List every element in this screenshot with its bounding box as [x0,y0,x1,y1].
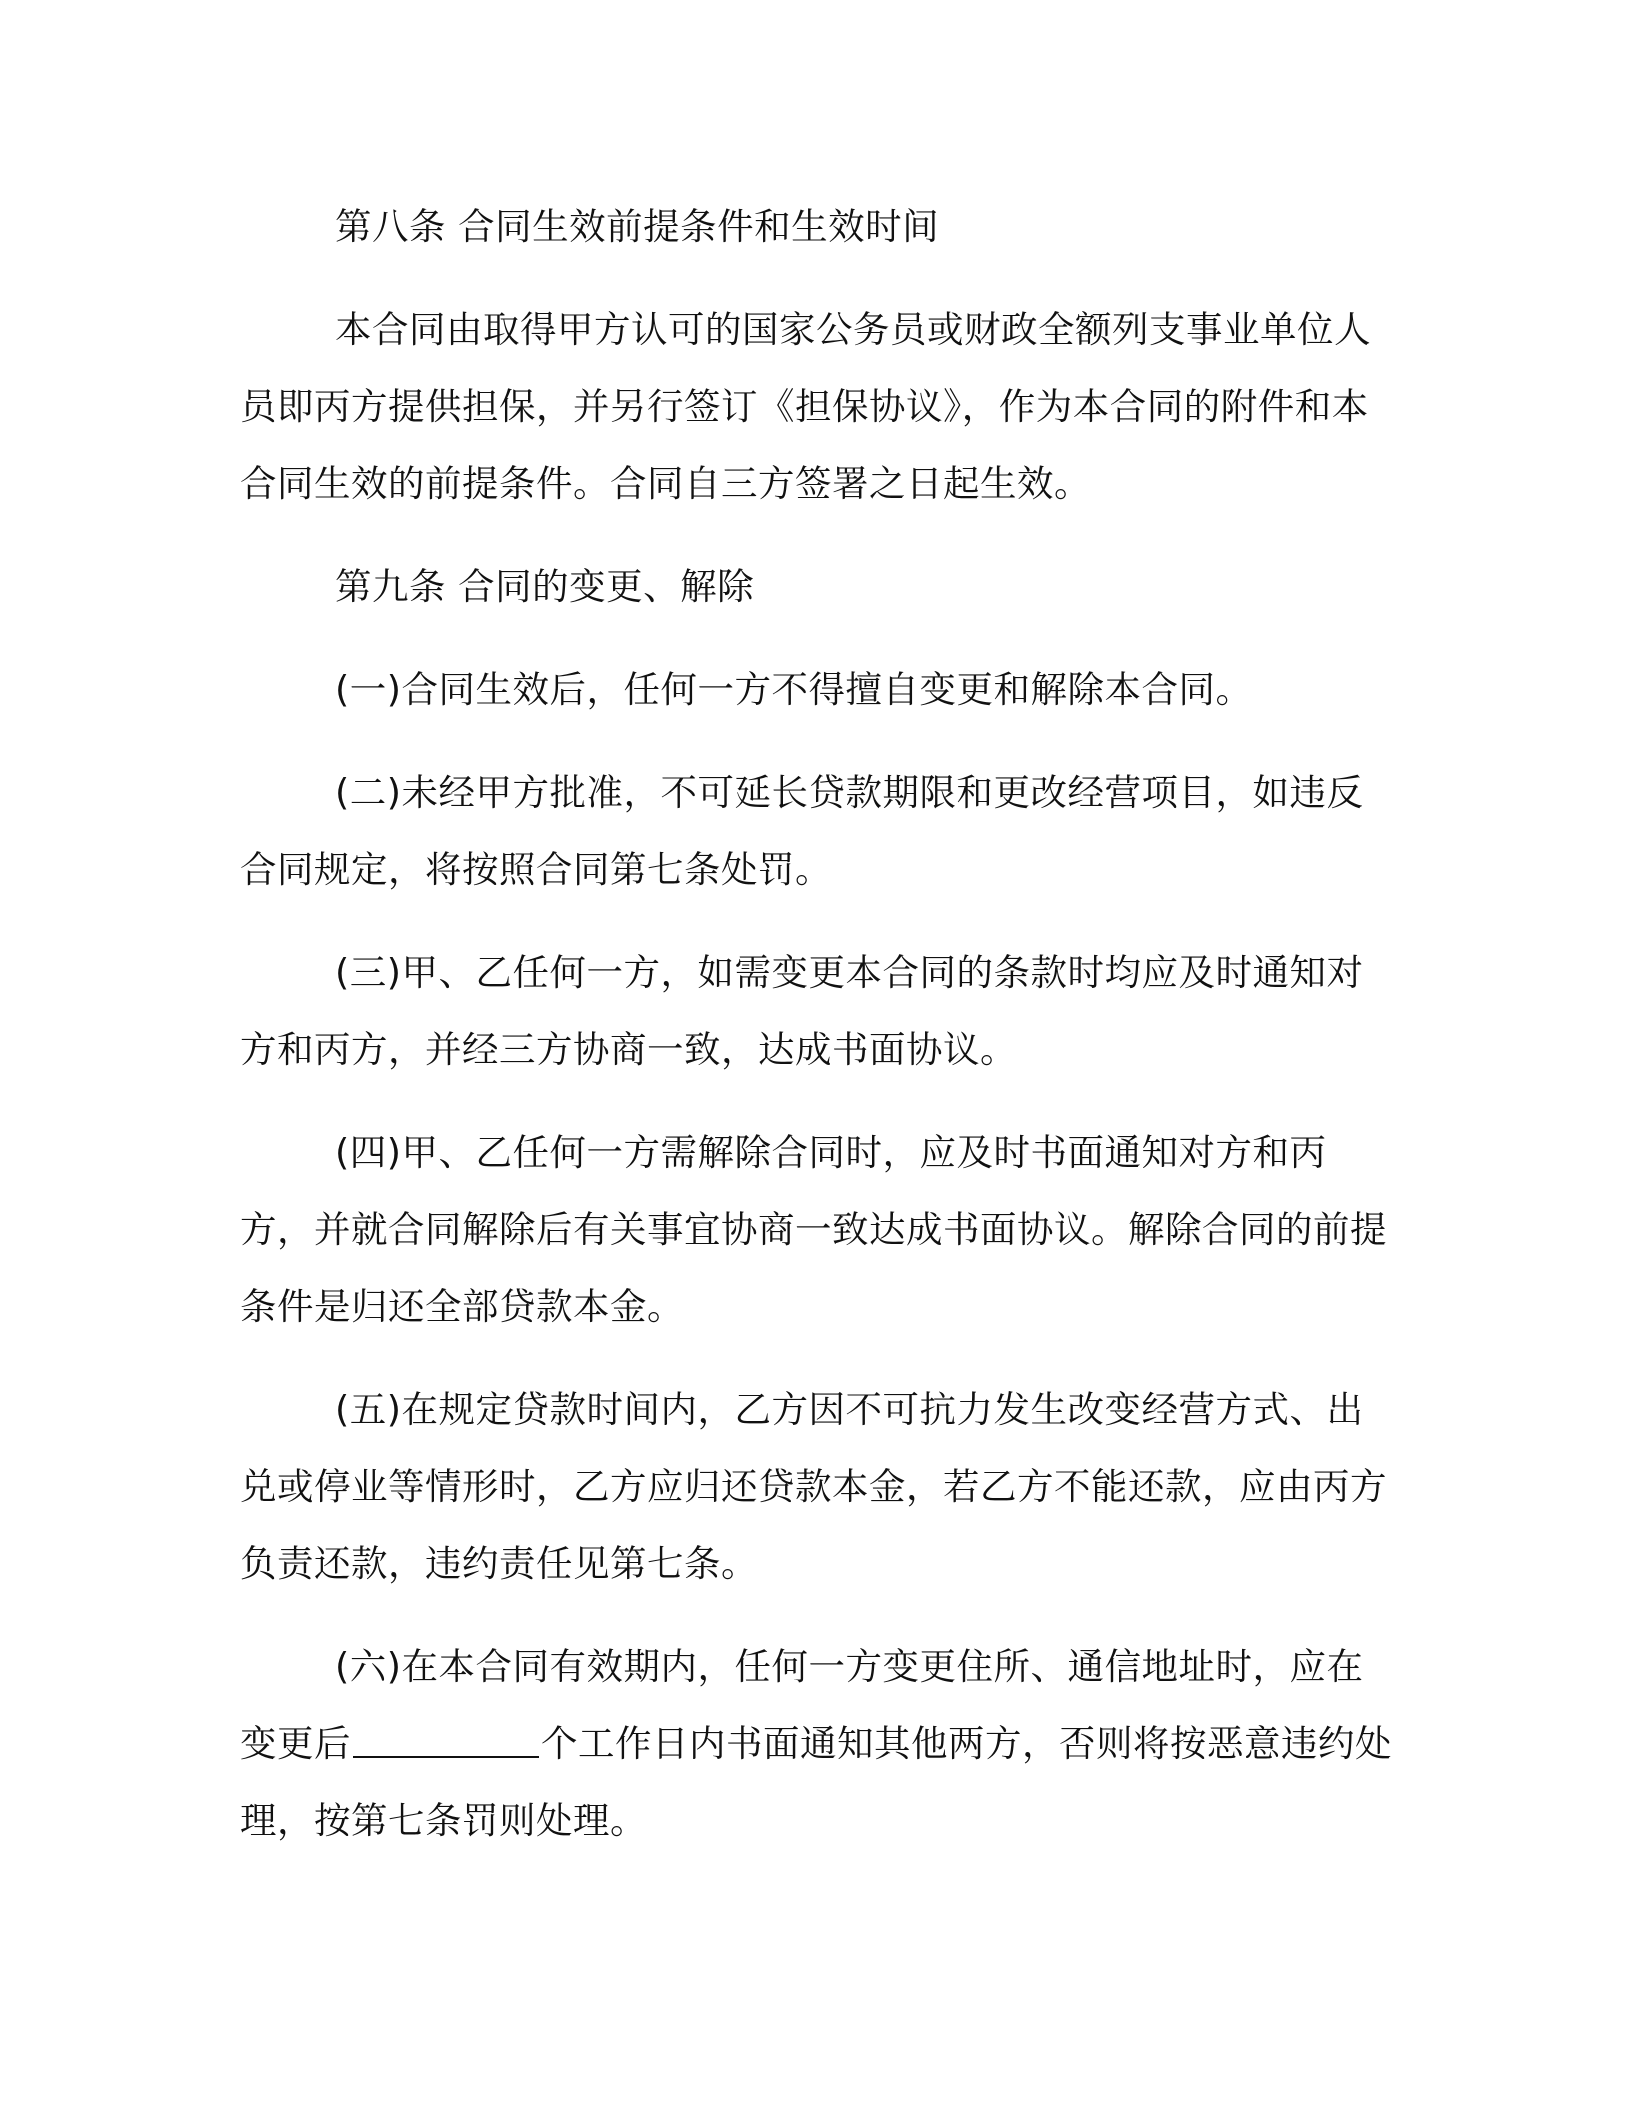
article-9-heading: 第九条 合同的变更、解除 [335,565,755,608]
article-9-clause-3: (三)甲、乙任何一方，如需变更本合同的条款时均应及时通知对方和丙方，并经三方协商一致，达成书面协议。 [240,951,1364,1071]
article-9-clause-5: (五)在规定贷款时间内，乙方因不可抗力发生改变经营方式、出兑或停业等情形时，乙方应归还贷款本金，若乙方不能还款，应由丙方负责还款，违约责任见第七条。 [240,1388,1387,1585]
document-body [240,188,1395,1859]
article-9-clause-2: (二)未经甲方批准，不可延长贷款期限和更改经营项目，如违反合同规定，将按照合同第七条处罚。 [240,771,1364,891]
clause-6-text-after-blank: 个工作日内书面通知其他两方，否则将按恶意违约处理，按第七条罚则处理。 [240,1722,1392,1842]
article-9-clause-6 [240,1628,1395,1859]
clause-6-text-before-blank: (六)在本合同有效期内，任何一方变更住所、通信地址时，应在变更后 [240,1645,1364,1765]
article-9-clause-4: (四)甲、乙任何一方需解除合同时，应及时书面通知对方和丙方，并就合同解除后有关事宜协商一致达成书面协议。解除合同的前提条件是归还全部贷款本金。 [240,1131,1387,1328]
article-8-heading: 第八条 合同生效前提条件和生效时间 [335,205,940,248]
article-8-paragraph: 本合同由取得甲方认可的国家公务员或财政全额列支事业单位人员即丙方提供担保，并另行签订《担保协议》，作为本合同的附件和本合同生效的前提条件。合同自三方签署之日起生效。 [240,308,1371,505]
article-9-clause-1: (一)合同生效后，任何一方不得擅自变更和解除本合同。 [335,668,1253,711]
fill-in-blank-line [353,1719,539,1758]
